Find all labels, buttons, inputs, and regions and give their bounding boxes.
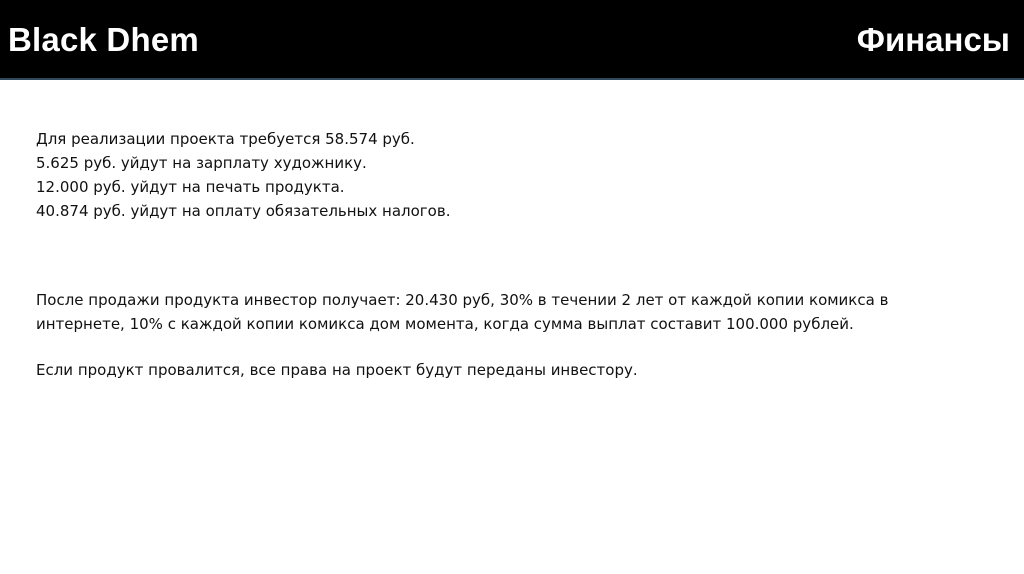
- costs-block: [36, 127, 986, 223]
- section-title: Финансы: [856, 21, 1010, 58]
- investor-line-2: интернете, 10% с каждой копии комикса дом момента, когда сумма выплат составит 100.000 рублей.: [36, 315, 854, 333]
- cost-line-total: Для реализации проекта требуется 58.574 руб.: [36, 130, 415, 148]
- investor-block: [36, 288, 986, 336]
- failure-block: [36, 358, 986, 382]
- cost-line-artist: 5.625 руб. уйдут на зарплату художнику.: [36, 154, 367, 172]
- failure-note: Если продукт провалится, все права на проект будут переданы инвестору.: [36, 361, 638, 379]
- investor-line-1: После продажи продукта инвестор получает: 20.430 руб, 30% в течении 2 лет от каждой копии комикса в: [36, 291, 889, 309]
- header-bar: [0, 0, 1024, 80]
- cost-line-taxes: 40.874 руб. уйдут на оплату обязательных налогов.: [36, 202, 451, 220]
- cost-line-print: 12.000 руб. уйдут на печать продукта.: [36, 178, 345, 196]
- project-title: Black Dhem: [8, 21, 199, 58]
